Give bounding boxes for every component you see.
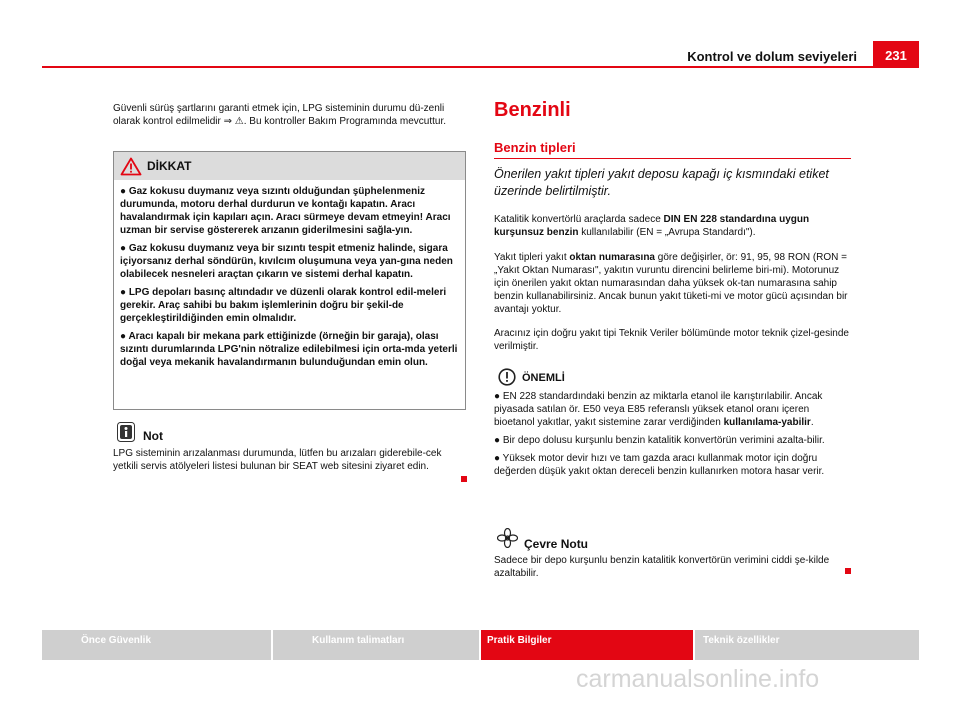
important-title: ÖNEMLİ	[522, 372, 565, 384]
paragraph-technical: Aracınız için doğru yakıt tipi Teknik Veriler bölümünde motor teknik çizel-gesinde verilmiştir.	[494, 328, 849, 352]
warning-header	[114, 152, 465, 180]
environment-note-title: Çevre Notu	[524, 537, 589, 551]
page-header-title: Kontrol ve dolum seviyeleri	[687, 49, 857, 64]
subsection-rule	[494, 158, 851, 159]
warning-item: ● LPG depoları basınç altındadır ve düzenli olarak kontrol edil-meleri gerekir. Araç sahibi bu bakım işlemlerinin doğru bir şekil-de gerçekleştirildiğinden emin olmalıdır.	[120, 287, 447, 324]
environment-note-text: Sadece bir depo kurşunlu benzin katalitik konvertörün verimini ciddi şe-kilde azaltabilir.	[494, 555, 830, 579]
warning-item: ● Aracı kapalı bir mekana park ettiğinizde (örneğin bir garaja), olası sızıntı durumlarında LPG'nin nötralize edilebilmesi için orta-mda yeterli doğal veya mekanik havalandırmanın bulunduğundan emin olun.	[120, 331, 458, 368]
header-rule	[42, 66, 919, 68]
watermark: carmanualsonline.info	[576, 665, 820, 693]
warning-item: ● Gaz kokusu duymanız veya bir sızıntı tespit etmeniz halinde, sigara içiyorsanız derhal söndürün, kıvılcım oluşumuna veya yan-gına neden olabilecek nesneleri araçtan çıkarın ve sistemi derhal kapatın.	[120, 243, 453, 280]
text-run: kullanılabilir (EN = „Avrupa Standardı").	[578, 227, 756, 238]
note-text: LPG sisteminin arızalanması durumunda, lütfen bu arızaları giderebile-cek yetkili servis atölyeleri listesi bulunan bir SEAT web sitesini ziyaret edin.	[113, 448, 442, 472]
warning-triangle-icon	[120, 157, 142, 176]
intro-paragraph: Güvenli sürüş şartlarını garanti etmek için, LPG sisteminin durumu dü-zenli olarak kontrol edilmelidir ⇒ ⚠. Bu kontroller Bakım Programında mevcuttur.	[113, 103, 447, 127]
lead-text: Önerilen yakıt tipleri yakıt deposu kapağı iç kısmındaki etiket üzerinde belirtilmiştir.	[494, 167, 829, 198]
nav-tab-safety[interactable]: Önce Güvenlik	[42, 630, 271, 660]
important-item: ● Bir depo dolusu kurşunlu benzin katalitik konvertörün verimini azalta-bilir.	[494, 435, 825, 446]
nav-tab-technical-specs[interactable]: Teknik özellikler	[695, 630, 919, 660]
text-run: ● EN 228 standardındaki benzin az miktarla etanol ile karıştırılabilir. Ancak piyasada satılan ör. E50 veya E85 referanslı yüksek etanol oranı içeren bioetanol yakıtlar, yakıt sistemine zarar verdiğinden	[494, 391, 823, 428]
note-title: Not	[143, 429, 163, 443]
important-item: ● Yüksek motor devir hızı ve tam gazda aracı kullanmak motor için doğru değerden düşük yakıt oktan dereceli benzin kullanırken motora hasar verir.	[494, 453, 825, 477]
text-bold: DIN EN 228 standardına uygun kurşunsuz benzin	[494, 214, 810, 238]
text-run: Yakıt tipleri yakıt	[494, 252, 570, 263]
warning-title: DİKKAT	[147, 159, 192, 173]
paragraph-standard	[494, 213, 851, 239]
nav-tab-practical-info[interactable]: Pratik Bilgiler	[481, 630, 693, 660]
text-run: Katalitik konvertörlü araçlarda sadece	[494, 214, 664, 225]
environment-flower-icon	[497, 528, 518, 548]
text-run: göre değişirler, ör: 91, 95, 98 RON (RON = „Yakıt Oktan Numarası", yakıtın vuruntu direncini belirleme biri-mi). Motorunuz için önerilen yakıt oktan numarasından daha yüksek ok-tan numarasına sahip benzin kullanabilirsiniz. Ancak bunun yakıt tüketi-mi ve motor gücü açısından bir avantajı yoktur.	[494, 252, 848, 315]
page-number: 231	[873, 41, 919, 67]
warning-body	[120, 185, 461, 374]
important-exclamation-icon	[498, 368, 516, 386]
text-bold: oktan numarasına	[569, 252, 655, 263]
nav-tab-operating-instructions[interactable]: Kullanım talimatları	[273, 630, 479, 660]
section-heading: Benzinli	[494, 99, 571, 121]
paragraph-octane	[494, 251, 851, 316]
warning-box	[113, 151, 466, 410]
text-bold: kullanılama-yabilir	[723, 417, 811, 428]
section-end-marker	[845, 568, 851, 574]
warning-item: ● Gaz kokusu duymanız veya sızıntı olduğundan şüphelenmeniz durumunda, motoru derhal durdurun ve kontağı kapatın. Aracı havalandırmak için kapıları açın. Aracı sürmeye devam etmeyin! Aracı uzman bir servise göstererek arızanın giderilmesini sağla-yın.	[120, 186, 451, 236]
subsection-heading: Benzin tipleri	[494, 140, 576, 155]
important-item	[494, 390, 851, 429]
important-body	[494, 390, 851, 483]
text-run: .	[810, 417, 814, 428]
section-end-marker	[461, 476, 467, 482]
note-info-icon	[117, 422, 135, 442]
